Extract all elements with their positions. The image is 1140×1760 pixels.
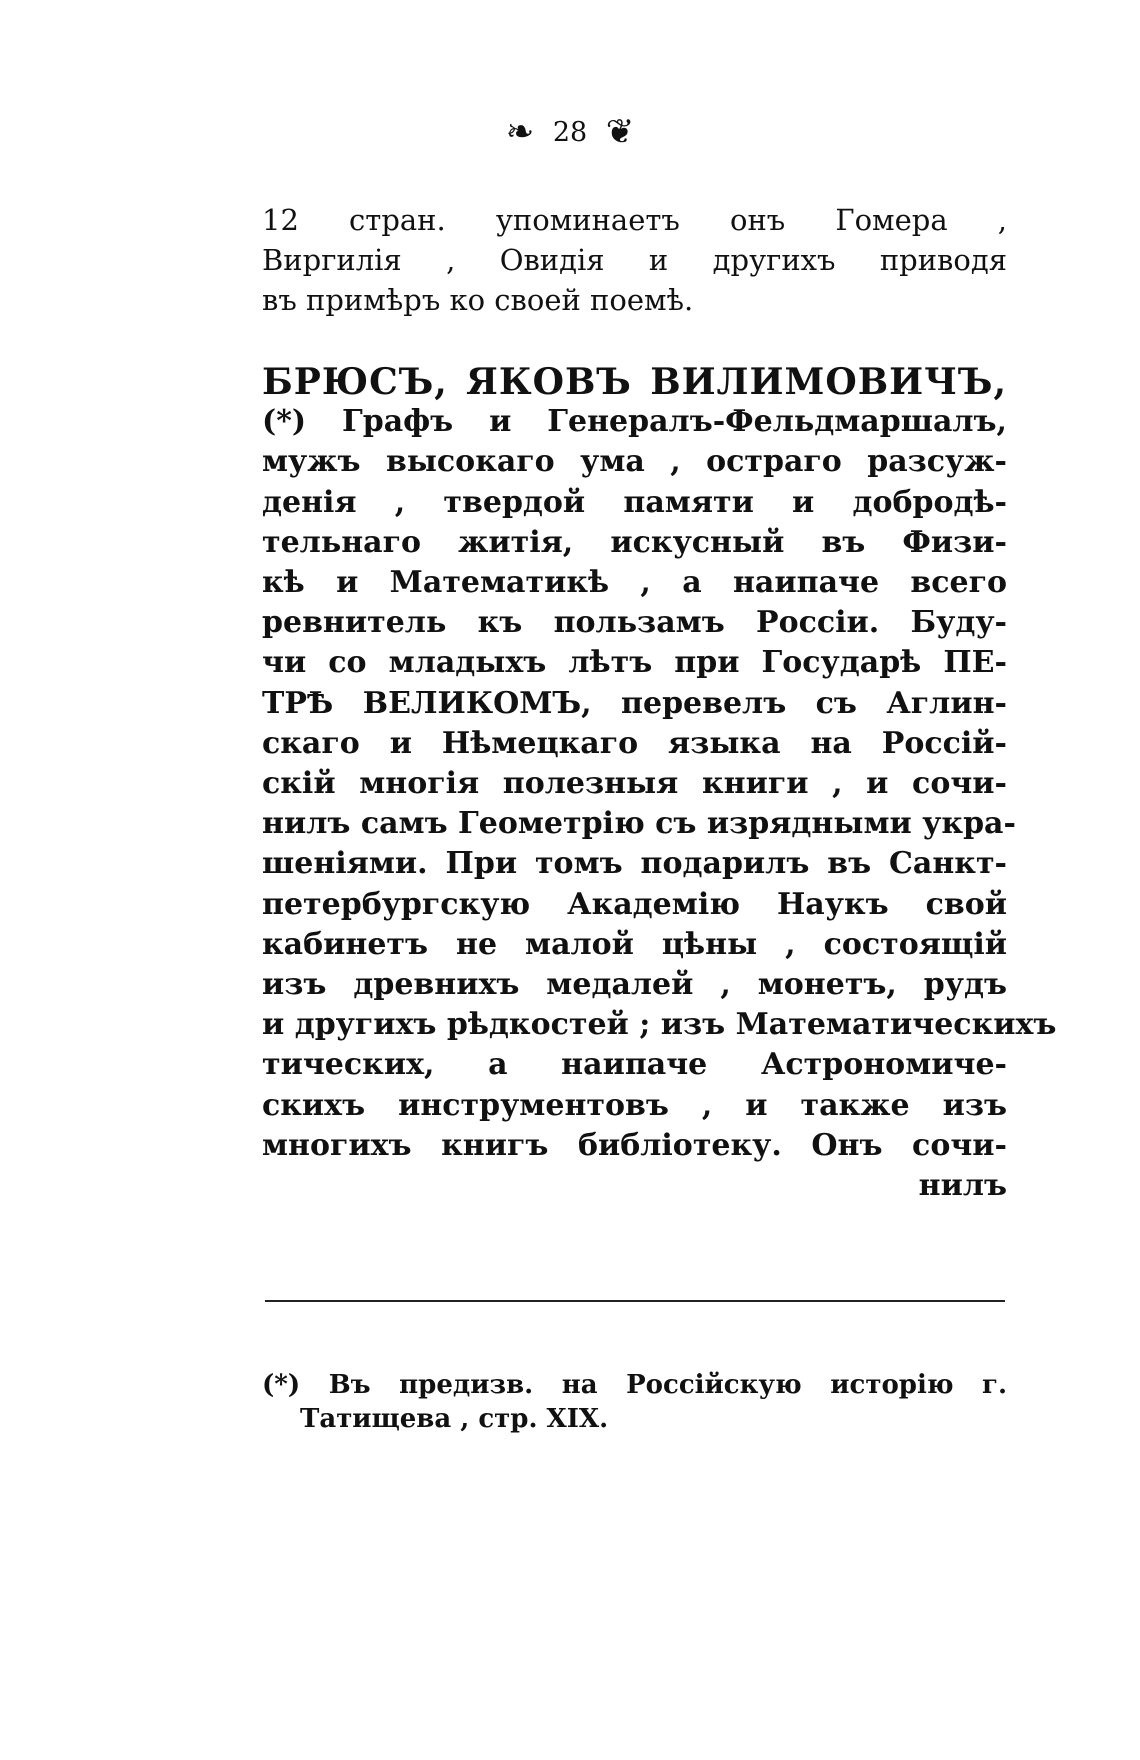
page-header [0, 112, 1140, 152]
text-line: кабинетъ не малой цѣны , состоящій [262, 926, 1007, 962]
footnote-line: (*) Въ предизв. на Россійскую исторію г. [262, 1370, 1007, 1400]
text-line: денія , твердой памяти и добродѣ- [262, 484, 1007, 520]
text-line: изъ древнихъ медалей , монетъ, рудъ [262, 967, 1007, 1003]
text-line: нилъ самъ Геометрію съ изрядными укра- [262, 806, 1016, 842]
catchword: нилъ [918, 1168, 1007, 1204]
entry-bruce [262, 361, 1057, 1206]
text-line: кѣ и Математикѣ , а наипаче всего [262, 565, 1007, 601]
ornament-left-icon: ❧ [505, 112, 535, 152]
footnote-line: Татищева , стр. XIX. [300, 1404, 609, 1434]
text-line: шеніями. При томъ подарилъ въ Санкт- [262, 846, 1007, 882]
text-line: и другихъ рѣдкостей ; изъ Математическихъ [262, 1007, 1057, 1043]
text-line: 12 стран. упоминаетъ онъ Гомера , [262, 203, 1007, 237]
footnote-divider [265, 1300, 1005, 1302]
text-line: скаго и Нѣмецкаго языка на Россій- [262, 725, 1007, 761]
continuation-paragraph [262, 200, 1007, 320]
text-line: ревнитель къ пользамъ Россіи. Буду- [262, 605, 1007, 641]
text-line: петербургскую Академію Наукъ свой [262, 886, 1007, 922]
page-number: 28 [552, 116, 588, 148]
text-line: тельнаго житія, искусный въ Физи- [262, 524, 1007, 560]
text-line: скихъ инструментовъ , и также изъ [262, 1087, 1007, 1123]
text-line: въ примѣръ ко своей поемѣ. [262, 283, 694, 317]
text-line: мужъ высокаго ума , остраго разсуж- [262, 444, 1007, 480]
text-line: скій многія полезныя книги , и сочи- [262, 766, 1007, 802]
text-line: тических, а наипаче Астрономиче- [262, 1047, 1007, 1083]
entry-heading: БРЮСЪ, ЯКОВЪ ВИЛИМОВИЧЪ, [262, 361, 1007, 403]
text-line: многихъ книгъ библіотеку. Онъ сочи- [262, 1127, 1007, 1163]
text-line: чи со младыхъ лѣтъ при Государѣ ПЕ- [262, 645, 1007, 681]
text-line: Виргилія , Овидія и другихъ приводя [262, 243, 1007, 277]
ornament-right-icon: ❦ [605, 112, 635, 152]
text-line: ТРѢ ВЕЛИКОМЪ, перевелъ съ Аглин- [262, 685, 1007, 721]
text-line: (*) Графъ и Генералъ-Фельдмаршалъ, [262, 404, 1007, 440]
footnote [262, 1368, 1007, 1436]
